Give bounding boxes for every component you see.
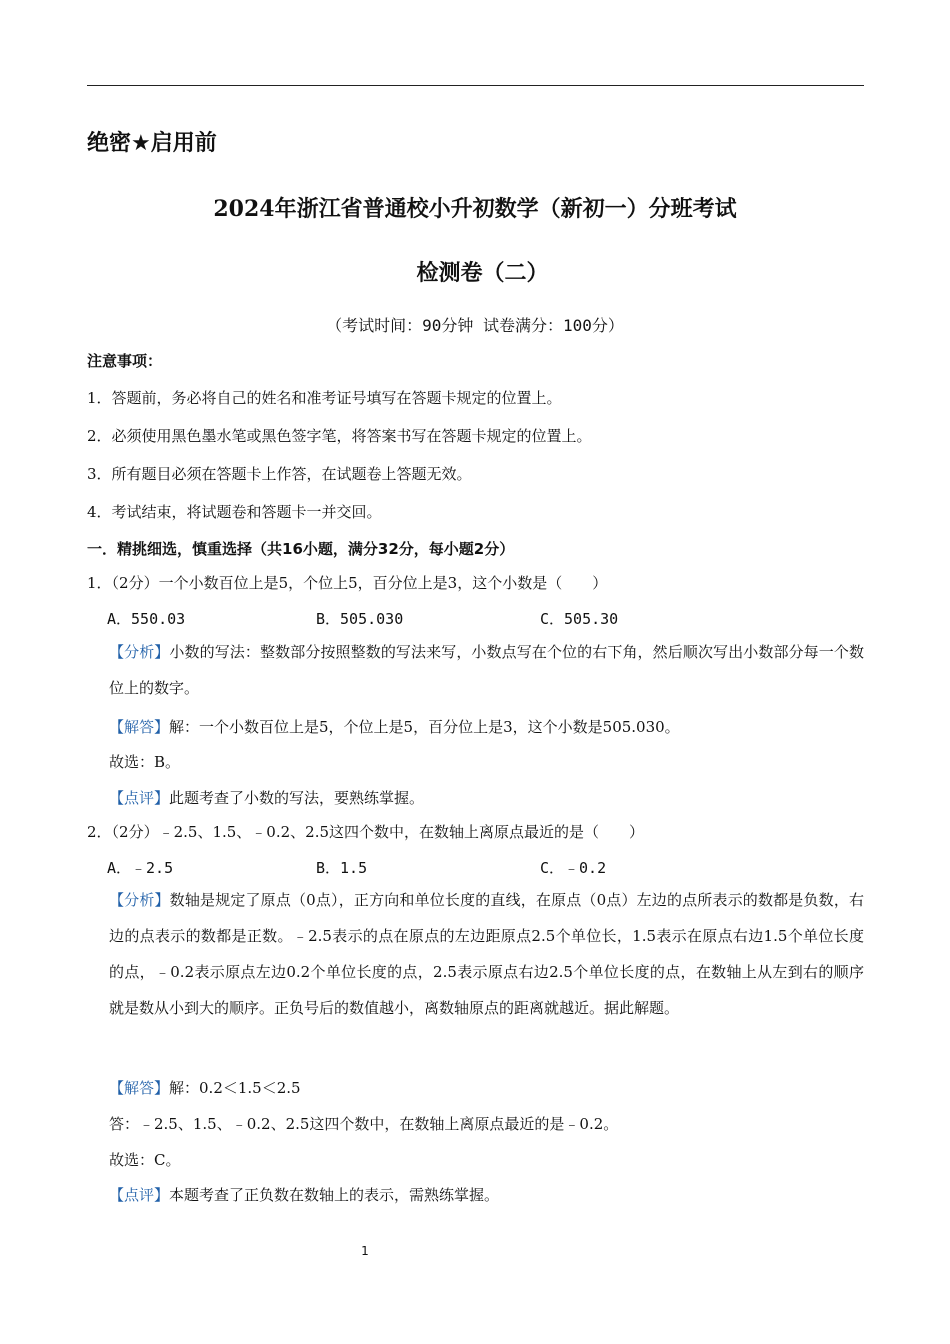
exam-subtitle: 检测卷（二） [416,260,549,286]
comment-text: 此题考查了小数的写法，要熟练掌握。 [169,789,425,807]
question-stem: 1．（2分）一个小数百位上是5，个位上5，百分位上是3，这个小数是（ ） [87,574,608,592]
comment-tag: 【点评】 [109,789,170,807]
choice-text: 故选：C。 [109,1151,181,1169]
section-heading: 一．精挑细选，慎重选择（共16小题，满分32分，每小题2分） [87,540,515,558]
header-rule [87,85,864,86]
analysis-text: 数轴是规定了原点（0点），正方向和单位长度的直线，在原点（0点）左边的点所表示的数都是负数，右边的点表示的数都是正数。﹣2.5表示的点在原点的左边距原点2.5个单位长，1.5表示在原点右边1.5个单位长度的点，﹣0.2表示原点左边0.2个单位长度的点，2.5表示原点右边2.5个单位长度的点，在数轴上从左到右的顺序就是数从小到大的顺序。正负号后的数值越小，离数轴原点的距离就越近。据此解题。 [109,891,864,1017]
option-a: A．550.03 [107,610,186,628]
comment-block [109,1184,499,1205]
answer-text: 解：一个小数百位上是5，个位上是5，百分位上是3，这个小数是505.030。 [169,718,680,736]
choice-text: 故选：B。 [109,753,181,771]
note-item: 2．必须使用黑色墨水笔或黑色签字笔，将答案书写在答题卡规定的位置上。 [87,427,592,445]
comment-block [109,787,424,808]
answer-block [109,716,680,737]
exam-info: （考试时间：90分钟 试卷满分：100分） [326,316,624,335]
answer-tag: 【解答】 [109,1079,170,1097]
answer-tag: 【解答】 [109,718,170,736]
option-a: A．﹣2.5 [107,859,174,877]
secret-label: 绝密★启用前 [87,131,217,156]
option-b: B．1.5 [316,859,368,877]
answer-block [109,1077,301,1098]
question-stem: 2．（2分）﹣2.5、1.5、﹣0.2、2.5这四个数中，在数轴上离原点最近的是（ ） [87,823,645,841]
answer-line: 答：﹣2.5、1.5、﹣0.2、2.5这四个数中，在数轴上离原点最近的是﹣0.2。 [109,1115,619,1133]
analysis-block [109,882,864,1026]
analysis-text: 小数的写法：整数部分按照整数的写法来写，小数点写在个位的右下角，然后顺次写出小数部分每一个数位上的数字。 [109,643,864,697]
note-item: 4．考试结束，将试题卷和答题卡一并交回。 [87,503,382,521]
note-item: 1．答题前，务必将自己的姓名和准考证号填写在答题卡规定的位置上。 [87,389,562,407]
answer-text: 解：0.2＜1.5＜2.5 [169,1079,301,1097]
exam-title: 2024年浙江省普通校小升初数学（新初一）分班考试 [213,196,737,222]
option-c: C．505.30 [540,610,619,628]
notes-heading: 注意事项： [87,352,163,370]
comment-tag: 【点评】 [109,1186,170,1204]
note-item: 3．所有题目必须在答题卡上作答，在试题卷上答题无效。 [87,465,472,483]
analysis-tag: 【分析】 [109,891,170,909]
page-number: 1 [361,1244,369,1258]
analysis-block [109,634,864,706]
comment-text: 本题考查了正负数在数轴上的表示，需熟练掌握。 [169,1186,500,1204]
option-c: C．﹣0.2 [540,859,607,877]
option-b: B．505.030 [316,610,404,628]
analysis-tag: 【分析】 [109,643,170,661]
